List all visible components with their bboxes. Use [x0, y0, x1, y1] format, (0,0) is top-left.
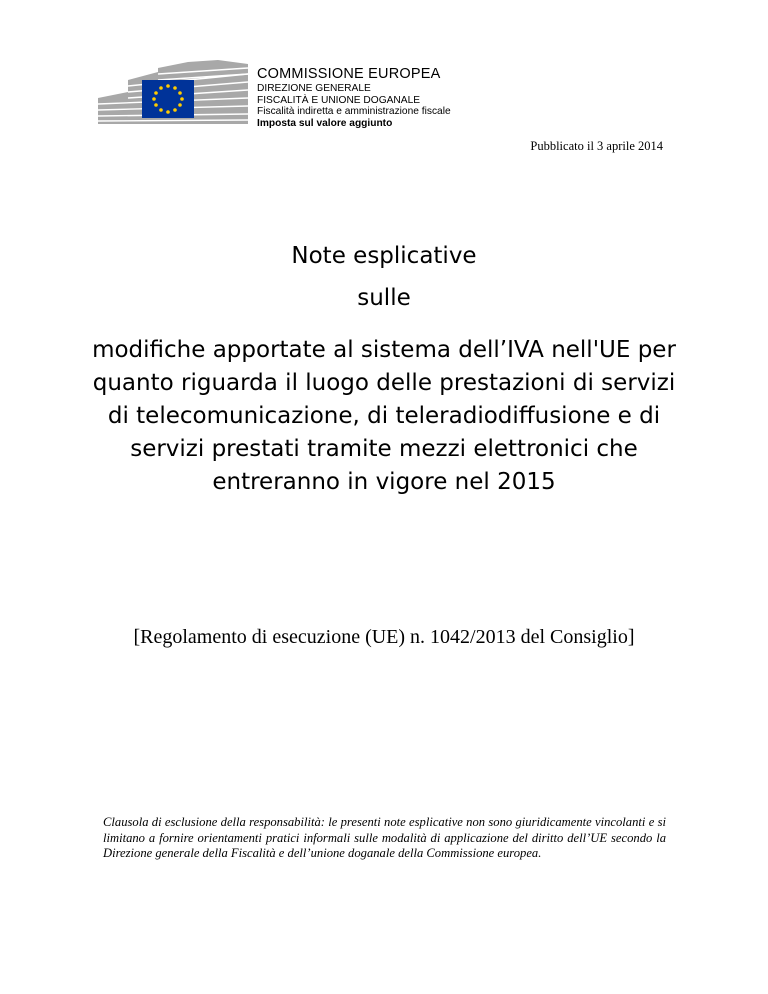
title-line-3: modifiche apportate al sistema dell’IVA nell'UE per quanto riguarda il luogo delle prestazioni di servizi di telecomunicazione, di teleradiodiffusione e di servizi prestati tramite mezzi elettronici che entreranno in vigore nel 2015 — [92, 337, 676, 495]
topic-name: Imposta sul valore aggiunto — [257, 117, 393, 129]
directorate-label: DIREZIONE GENERALE — [257, 83, 371, 94]
disclaimer-text: Clausola di esclusione della responsabilità: le presenti note esplicative non sono giuridicamente vincolanti e si limitano a fornire orientamenti pratici informali sulle modalità di applicazione del diritto dell’UE secondo la Direzione generale della Fiscalità e dell’unione doganale della Commissione europea. — [103, 815, 666, 860]
publication-date: Pubblicato il 3 aprile 2014 — [530, 139, 663, 153]
organization-name: COMMISSIONE EUROPEA — [257, 66, 441, 82]
unit-name: Fiscalità indiretta e amministrazione fiscale — [257, 106, 451, 118]
eu-commission-logo-icon — [98, 58, 248, 130]
regulation-reference: [Regolamento di esecuzione (UE) n. 1042/2013 del Consiglio] — [133, 626, 635, 648]
header-block — [257, 66, 451, 129]
dg-name: FISCALITÀ E UNIONE DOGANALE — [257, 94, 421, 106]
title-line-1: Note esplicative — [291, 243, 477, 269]
title-line-2: sulle — [357, 285, 411, 311]
